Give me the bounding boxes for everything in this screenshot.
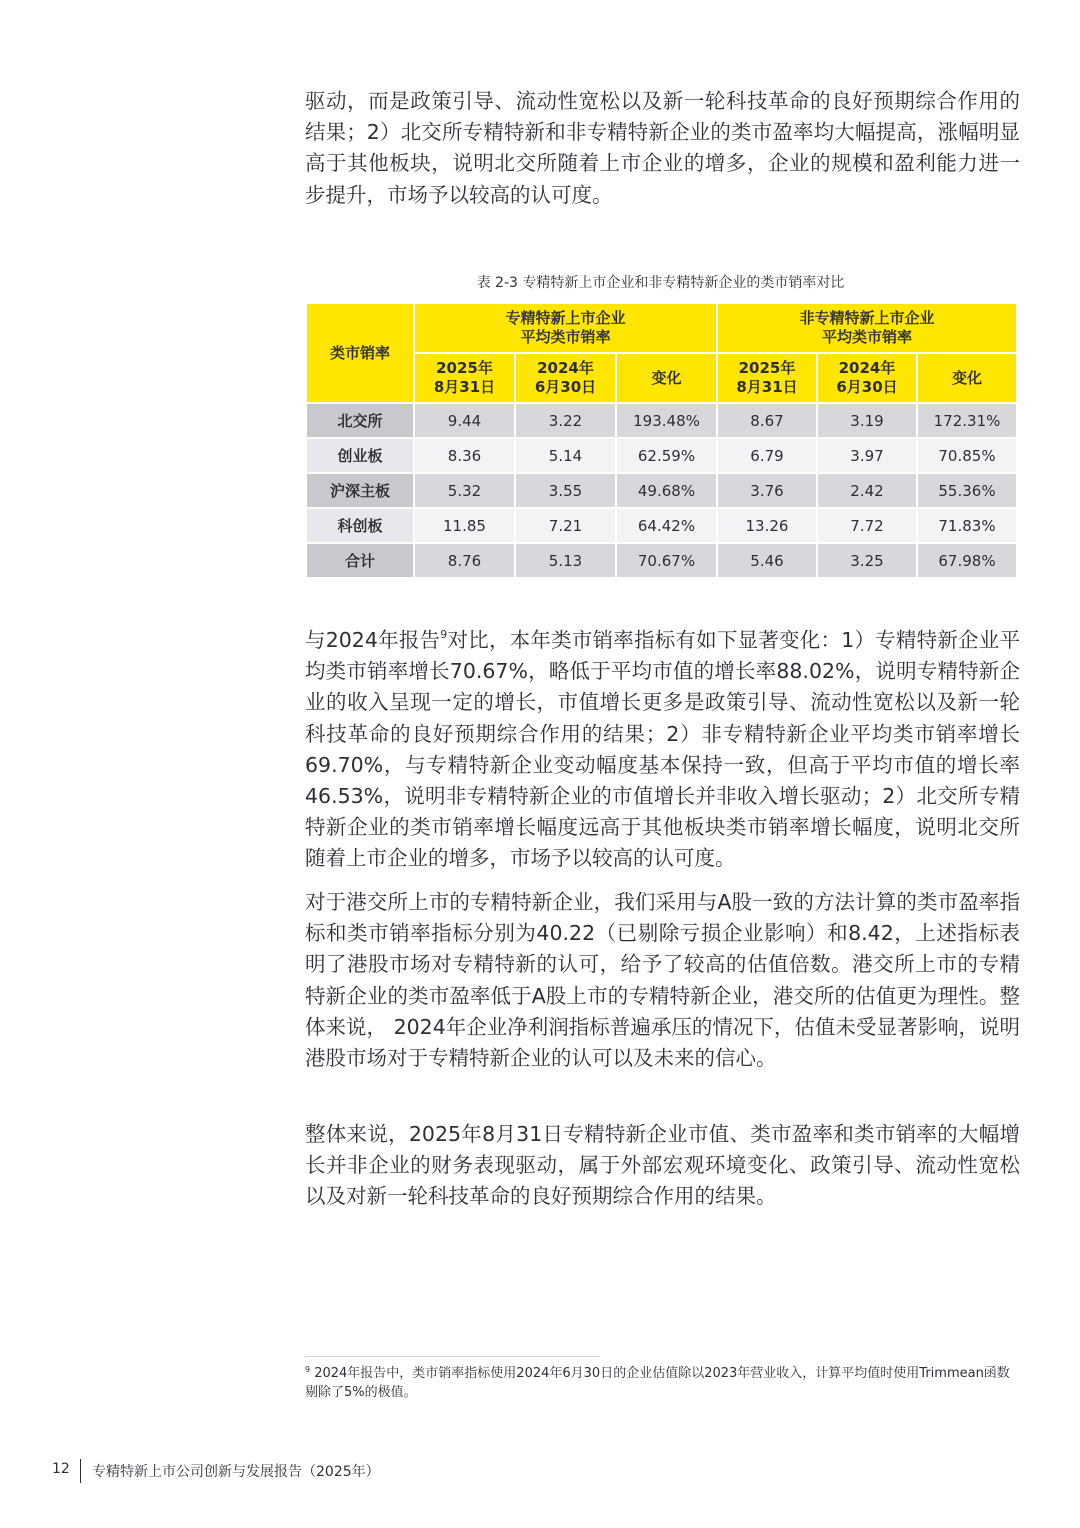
table-row <box>306 543 1017 578</box>
col-header-date-line2: 6月30日 <box>534 378 597 396</box>
table-row <box>306 508 1017 543</box>
col-header-date-2024 <box>817 353 917 403</box>
body-paragraph-4: 整体来说，2025年8月31日专精特新企业市值、类市盈率和类市销率的大幅增长并非企业的财务表现驱动，属于外部宏观环境变化、政策引导、流动性宽松以及对新一轮科技革命的良好预期综合作用的结果。 <box>305 1122 1020 1209</box>
table-cell: 7.21 <box>515 508 616 543</box>
table-cell: 13.26 <box>717 508 817 543</box>
group-header-specialized <box>414 303 717 353</box>
corner-header: 类市销率 <box>306 303 414 403</box>
col-header-date-2025 <box>717 353 817 403</box>
table-cell: 49.68% <box>616 473 717 508</box>
table-cell: 193.48% <box>616 403 717 438</box>
paragraph-text: 与2024年报告 <box>305 628 441 652</box>
footer-divider <box>80 1459 81 1483</box>
table-cell: 62.59% <box>616 438 717 473</box>
group-header-non-specialized <box>717 303 1017 353</box>
footnote-marker: 9 <box>305 1365 311 1374</box>
row-label: 科创板 <box>306 508 414 543</box>
table-cell: 8.67 <box>717 403 817 438</box>
table-cell: 6.79 <box>717 438 817 473</box>
page-number: 12 <box>52 1461 70 1477</box>
col-header-date-line2: 6月30日 <box>836 378 898 396</box>
col-header-date-line1: 2024年 <box>537 359 594 377</box>
col-header-date-line2: 8月31日 <box>433 378 496 396</box>
body-paragraph-1: 驱动，而是政策引导、流动性宽松以及新一轮科技革命的良好预期综合作用的结果；2）北交所专精特新和非专精特新企业的类市盈率均大幅提高，涨幅明显高于其他板块，说明北交所随着上市企业的增多，企业的规模和盈利能力进一步提升，市场予以较高的认可度。 <box>305 89 1020 207</box>
table-cell: 70.85% <box>917 438 1017 473</box>
col-header-change: 变化 <box>616 353 717 403</box>
table-cell: 3.97 <box>817 438 917 473</box>
row-label: 北交所 <box>306 403 414 438</box>
table-cell: 70.67% <box>616 543 717 578</box>
table-caption: 表 2-3 专精特新上市企业和非专精特新企业的类市销率对比 <box>476 275 845 291</box>
table-cell: 172.31% <box>917 403 1017 438</box>
body-paragraph-2 <box>305 625 1020 875</box>
table-cell: 5.32 <box>414 473 515 508</box>
footnote-text: 2024年报告中，类市销率指标使用2024年6月30日的企业估值除以2023年营业收入，计算平均值时使用Trimmean函数剔除了5%的极值。 <box>305 1366 1010 1400</box>
footnote-reference[interactable]: 9 <box>440 628 448 641</box>
table-cell: 3.55 <box>515 473 616 508</box>
table-cell: 67.98% <box>917 543 1017 578</box>
footnote-divider <box>305 1356 600 1357</box>
footnote <box>305 1364 1020 1402</box>
table-cell: 64.42% <box>616 508 717 543</box>
paragraph-text: 对比，本年类市销率指标有如下显著变化：1）专精特新企业平均类市销率增长70.67%，略低于平均市值的增长率88.02%，说明专精特新企业的收入呈现一定的增长，市值增长更多是政策引导、流动性宽松以及新一轮科技革命的良好预期综合作用的结果；2）非专精特新企业平均类市销率增长69.70%，与专精特新企业变动幅度基本保持一致，但高于平均市值的增长率46.53%，说明非专精特新企业的市值增长并非收入增长驱动；2）北交所专精特新企业的类市销率增长幅度远高于其他板块类市销率增长幅度，说明北交所随着上市企业的增多，市场予以较高的认可度。 <box>305 628 1021 871</box>
body-paragraph-3: 对于港交所上市的专精特新企业，我们采用与A股一致的方法计算的类市盈率指标和类市销率指标分别为40.22（已剔除亏损企业影响）和8.42，上述指标表明了港股市场对专精特新的认可，给予了较高的估值倍数。港交所上市的专精特新企业的类市盈率低于A股上市的专精特新企业，港交所的估值更为理性。整体来说， 2024年企业净利润指标普遍承压的情况下，估值未受显著影响，说明港股市场对于专精特新企业的认可以及未来的信心。 <box>305 890 1020 1071</box>
table-cell: 8.76 <box>414 543 515 578</box>
row-label: 创业板 <box>306 438 414 473</box>
table-row <box>306 438 1017 473</box>
col-header-date-2024 <box>515 353 616 403</box>
table-row <box>306 403 1017 438</box>
col-header-date-line2: 8月31日 <box>736 378 798 396</box>
table-cell: 11.85 <box>414 508 515 543</box>
group-header-specialized-line1: 专精特新上市企业 <box>505 309 626 327</box>
col-header-change: 变化 <box>917 353 1017 403</box>
table-cell: 3.25 <box>817 543 917 578</box>
table-row <box>306 473 1017 508</box>
table-cell: 5.14 <box>515 438 616 473</box>
col-header-date-line1: 2025年 <box>738 359 796 377</box>
price-to-sales-table <box>305 302 1018 579</box>
table-cell: 55.36% <box>917 473 1017 508</box>
footer-title: 专精特新上市公司创新与发展报告（2025年） <box>92 1464 380 1480</box>
table-cell: 3.22 <box>515 403 616 438</box>
group-header-specialized-line2: 平均类市销率 <box>520 328 611 346</box>
table-cell: 71.83% <box>917 508 1017 543</box>
col-header-date-2025 <box>414 353 515 403</box>
table-cell: 8.36 <box>414 438 515 473</box>
table-cell: 7.72 <box>817 508 917 543</box>
group-header-non-specialized-line1: 非专精特新上市企业 <box>799 309 935 327</box>
col-header-date-line1: 2025年 <box>436 359 493 377</box>
table-cell: 5.13 <box>515 543 616 578</box>
table-cell: 2.42 <box>817 473 917 508</box>
table-cell: 3.19 <box>817 403 917 438</box>
row-label: 合计 <box>306 543 414 578</box>
table-cell: 9.44 <box>414 403 515 438</box>
table-cell: 5.46 <box>717 543 817 578</box>
group-header-non-specialized-line2: 平均类市销率 <box>821 328 912 346</box>
row-label: 沪深主板 <box>306 473 414 508</box>
table-cell: 3.76 <box>717 473 817 508</box>
col-header-date-line1: 2024年 <box>838 359 896 377</box>
